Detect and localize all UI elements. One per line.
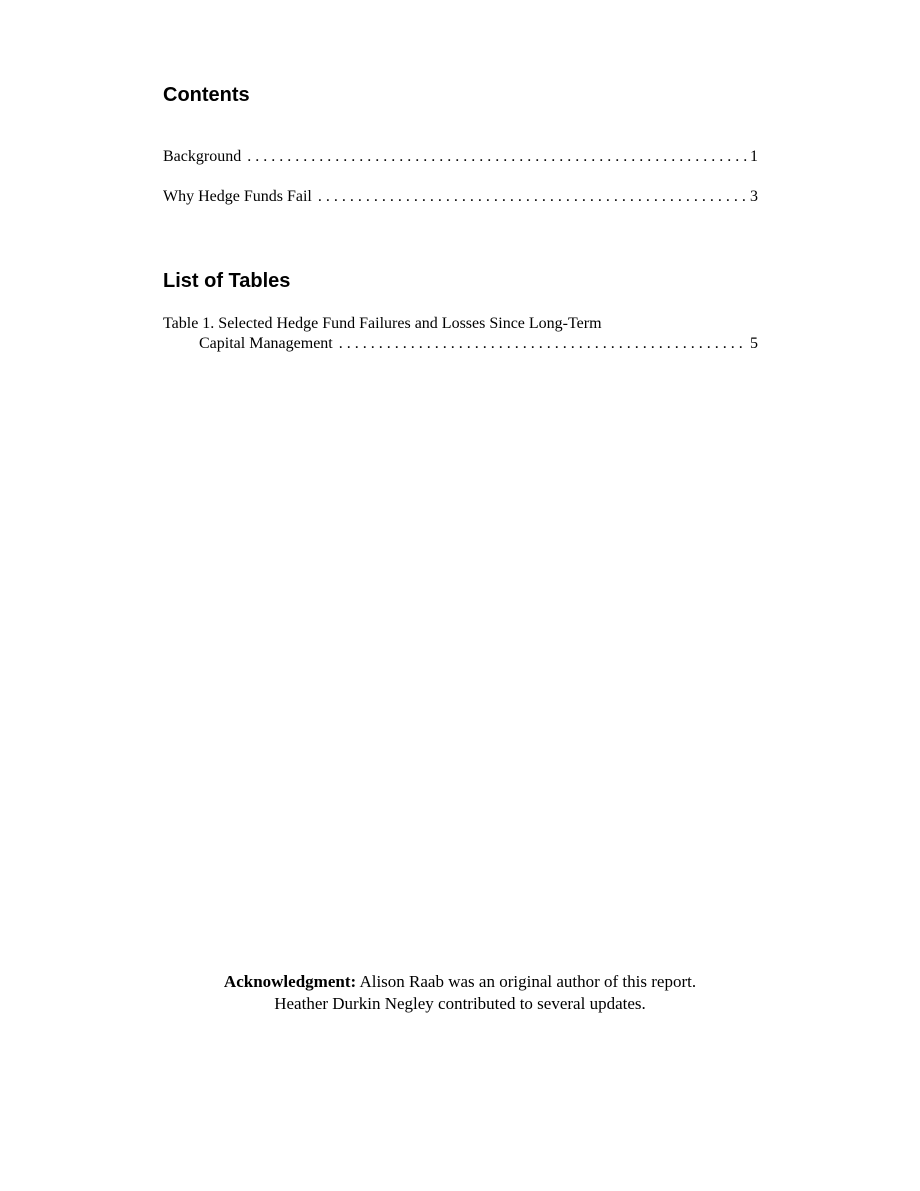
toc-entry-page-number: 3 (750, 188, 758, 205)
table-entry-page-number: 5 (750, 335, 758, 352)
table-list-entry-table-1[interactable] (163, 314, 758, 354)
acknowledgment-line-2: Heather Durkin Negley contributed to several updates. (274, 994, 646, 1013)
list-of-tables-heading: List of Tables (163, 270, 291, 292)
acknowledgment-note (160, 971, 760, 1015)
dot-leader (339, 334, 747, 354)
dot-leader (318, 187, 747, 207)
acknowledgment-label: Acknowledgment: (223, 972, 357, 991)
table-entry-label-line-1: Table 1. Selected Hedge Fund Failures and Losses Since Long-Term (163, 315, 602, 332)
toc-entry-page-number: 1 (750, 148, 758, 165)
toc-entry-why-hedge-funds-fail[interactable] (163, 187, 758, 207)
dot-leader (247, 147, 747, 167)
toc-entry-label: Why Hedge Funds Fail (163, 188, 312, 205)
toc-entry-background[interactable] (163, 147, 758, 167)
toc-entry-label: Background (163, 148, 242, 165)
contents-heading: Contents (163, 84, 250, 106)
acknowledgment-text-1: Alison Raab was an original author of this report. (359, 972, 697, 991)
acknowledgment-line-1 (160, 971, 760, 993)
table-entry-label-line-2: Capital Management (199, 335, 333, 352)
